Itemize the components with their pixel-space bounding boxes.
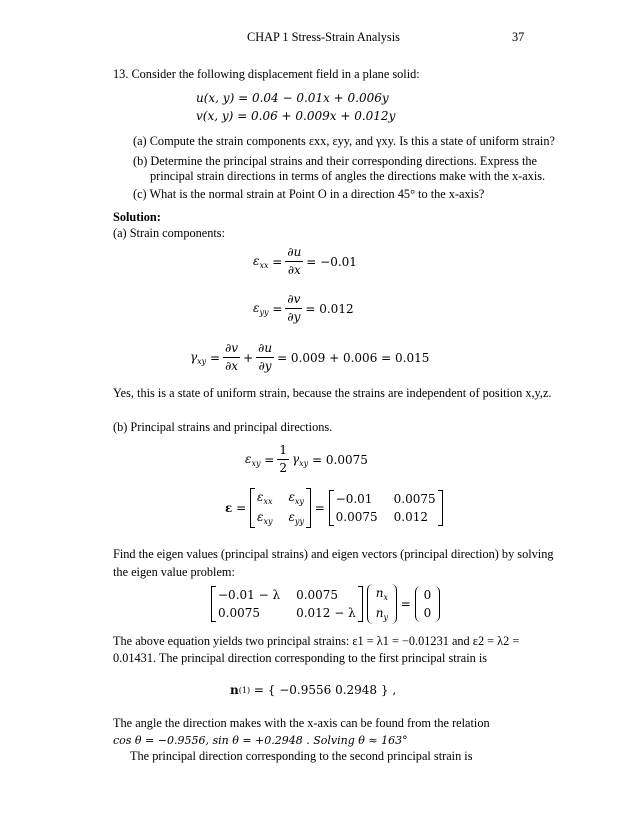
part-c-question: (c) What is the normal strain at Point O in a direction 45° to the x-axis? bbox=[133, 187, 485, 201]
second-direction-text: The principal direction corresponding to the second principal strain is bbox=[130, 749, 473, 763]
problem-statement bbox=[113, 67, 420, 82]
angle-text-line2: cos θ = −0.9556, sin θ = +0.2948 . Solving θ ≈ 163° bbox=[113, 734, 408, 747]
exy-result: = 0.0075 bbox=[312, 452, 368, 467]
equation-exx: $\varepsilon_{xx}$ = $\frac{\partial u}{\partial x}$ = −0.01 bbox=[253, 245, 357, 277]
part-b-question-line2: principal strain directions in terms of angles the directions make with the x-axis. bbox=[150, 169, 546, 183]
part-b-question-line1: (b) Determine the principal strains and their corresponding directions. Express the bbox=[133, 154, 537, 168]
angle-text-line1: The angle the direction makes with the x-axis can be found from the relation bbox=[113, 716, 490, 730]
equation-eyy: $\varepsilon_{yy}$ = $\frac{\partial v}{\partial y}$ = 0.012 bbox=[253, 292, 354, 324]
equation-u: u(x, y) = 0.04 − 0.01x + 0.006y bbox=[196, 91, 389, 105]
n1-vector-values: = { −0.9556 0.2948 } , bbox=[253, 683, 397, 697]
running-header: CHAP 1 Stress-Strain Analysis bbox=[247, 30, 400, 44]
direction-vector: $n_x$ $n_y$ bbox=[367, 584, 397, 624]
eigen-intro-line2: the eigen value problem: bbox=[113, 565, 235, 579]
equation-v: v(x, y) = 0.06 + 0.009x + 0.012y bbox=[196, 109, 396, 123]
equation-exy: $\varepsilon_{xy}$ = $\frac{1}{2}$ $\gamma_{xy}$ = 0.0075 bbox=[245, 443, 368, 475]
equation-gxy: $\gamma_{xy}$ = $\frac{\partial v}{\partial x}$ + $\frac{\partial u}{\partial y}$ = 0.009 + 0.006 = 0.015 bbox=[190, 341, 430, 373]
part-b-heading: (b) Principal strains and principal directions. bbox=[113, 420, 333, 434]
eigen-intro-line1: Find the eigen values (principal strains) and eigen vectors (principal direction) by solving bbox=[113, 547, 554, 561]
uniform-strain-answer: Yes, this is a state of uniform strain, because the strains are independent of position x,y,z. bbox=[113, 386, 552, 400]
principal-direction-n1: n (1) = { −0.9556 0.2948 } , bbox=[230, 683, 397, 697]
page-number: 37 bbox=[512, 30, 525, 44]
symbolic-strain-matrix: $\varepsilon_{xx}$ $\varepsilon_{xy}$ $\varepsilon_{xy}$ $\varepsilon_{yy}$ bbox=[250, 488, 311, 528]
gxy-result: = 0.009 + 0.006 = 0.015 bbox=[277, 350, 430, 365]
exx-result: = −0.01 bbox=[306, 254, 357, 269]
eigen-matrix: −0.01 − λ 0.0075 0.0075 0.012 − λ bbox=[211, 586, 363, 622]
eigen-problem-equation: −0.01 − λ 0.0075 0.0075 0.012 − λ $n_x$ $n_y$ = 0 0 bbox=[211, 584, 440, 624]
numeric-strain-matrix: −0.01 0.0075 0.0075 0.012 bbox=[329, 490, 443, 526]
principal-strains-line2: 0.01431. The principal direction corresponding to the first principal strain is bbox=[113, 651, 488, 665]
zero-vector: 0 0 bbox=[415, 586, 441, 622]
part-a-question: (a) Compute the strain components εxx, εyy, and γxy. Is this a state of uniform strain? bbox=[133, 134, 555, 148]
part-a-heading: (a) Strain components: bbox=[113, 226, 226, 240]
solution-heading: Solution: bbox=[113, 210, 161, 224]
principal-strains-line1: The above equation yields two principal strains: ε1 = λ1 = −0.01231 and ε2 = λ2 = bbox=[113, 634, 520, 648]
problem-text: Consider the following displacement field in a plane solid: bbox=[131, 67, 420, 81]
problem-number: 13. bbox=[113, 67, 129, 81]
eyy-result: = 0.012 bbox=[305, 301, 354, 316]
strain-matrix-equation: ε = $\varepsilon_{xx}$ $\varepsilon_{xy}$ $\varepsilon_{xy}$ $\varepsilon_{yy}$ = −0.01 0.0075 0.0075 0.012 bbox=[225, 488, 443, 528]
